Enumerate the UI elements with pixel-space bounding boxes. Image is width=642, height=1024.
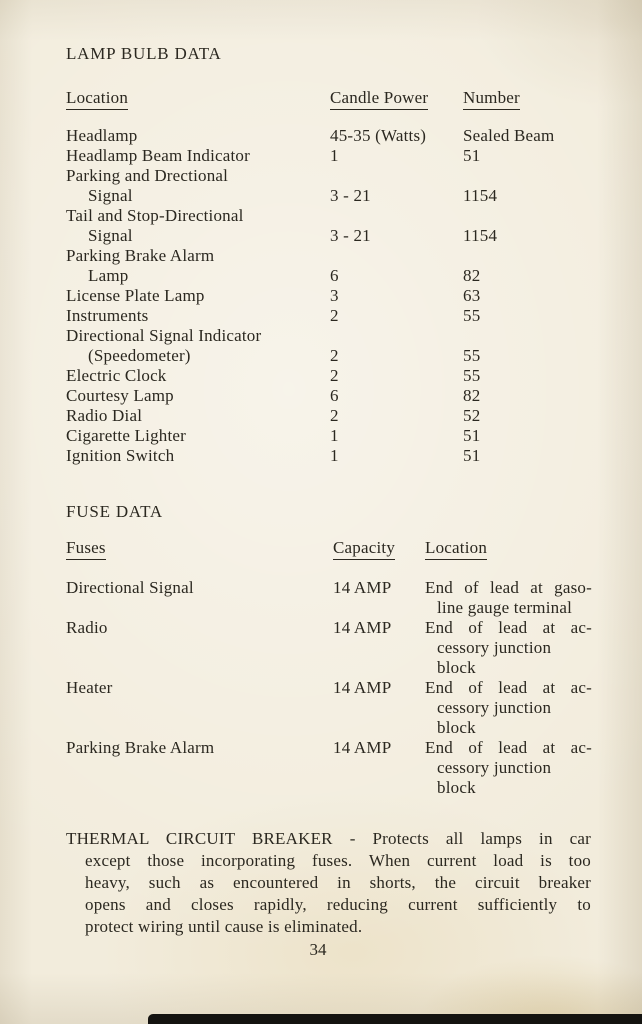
lamp-header-location: [66, 88, 330, 110]
fuse-location-cell: End of lead at gaso-: [425, 578, 592, 597]
lamp-table-row: [66, 346, 592, 366]
lamp-location-cell: Instruments: [66, 306, 149, 325]
lamp-number-cell: [463, 206, 592, 226]
fuse-location-cell: cessory junction: [437, 638, 552, 657]
fuse-table-row: [66, 778, 592, 798]
lamp-number-cell: 1154: [463, 226, 498, 245]
fuse-table-row: [66, 738, 592, 758]
fuse-capacity-cell: [333, 638, 425, 658]
lamp-table-row: [66, 386, 592, 406]
fuse-capacity-cell: [333, 598, 425, 618]
lamp-location-cell: Radio Dial: [66, 406, 143, 425]
lamp-number-cell: 51: [463, 426, 481, 445]
page-content: [66, 44, 592, 938]
lamp-candle-power-cell: 2: [330, 346, 339, 365]
fuse-table-row: [66, 718, 592, 738]
fuse-name-cell: [66, 778, 333, 798]
lamp-table-row: [66, 426, 592, 446]
lamp-table-row: [66, 366, 592, 386]
fuse-name-cell: [66, 718, 333, 738]
lamp-header-candle-power-label: Candle Power: [330, 88, 428, 110]
fuse-header-capacity-label: Capacity: [333, 538, 395, 560]
lamp-location-cell: (Speedometer): [88, 346, 191, 365]
fuse-capacity-cell: [333, 758, 425, 778]
lamp-number-cell: 51: [463, 446, 481, 465]
lamp-table-row: [66, 406, 592, 426]
fuse-location-cell: End of lead at ac-: [425, 738, 592, 757]
lamp-table-row: [66, 246, 592, 266]
lamp-location-cell: License Plate Lamp: [66, 286, 205, 305]
fuse-header-fuses: [66, 538, 333, 560]
lamp-number-cell: 1154: [463, 186, 498, 205]
lamp-number-cell: 82: [463, 386, 481, 405]
fuse-header-location-label: Location: [425, 538, 487, 560]
lamp-number-cell: 51: [463, 146, 481, 165]
lamp-candle-power-cell: 2: [330, 366, 339, 385]
lamp-table-row: [66, 186, 592, 206]
lamp-number-cell: [463, 166, 592, 186]
fuse-table-row: [66, 698, 592, 718]
fuse-table-row: [66, 758, 592, 778]
lamp-candle-power-cell: 6: [330, 386, 339, 405]
lamp-location-cell: Courtesy Lamp: [66, 386, 174, 405]
lamp-table-row: [66, 266, 592, 286]
lamp-location-cell: Ignition Switch: [66, 446, 175, 465]
fuse-location-cell: End of lead at ac-: [425, 618, 592, 637]
lamp-candle-power-cell: [330, 206, 463, 226]
lamp-table-row: [66, 166, 592, 186]
fuse-capacity-cell: [333, 718, 425, 738]
thermal-paragraph-line: THERMAL CIRCUIT BREAKER - Protects all lamps in car: [66, 829, 591, 848]
fuse-table-row: [66, 658, 592, 678]
fuse-header-location: [425, 538, 592, 560]
lamp-header-candle-power: [330, 88, 463, 110]
fuse-location-cell: block: [437, 778, 476, 797]
lamp-candle-power-cell: 3: [330, 286, 339, 305]
fuse-name-cell: [66, 598, 333, 618]
lamp-table-row: [66, 146, 592, 166]
lamp-number-cell: 55: [463, 346, 481, 365]
lamp-number-cell: 82: [463, 266, 481, 285]
lamp-candle-power-cell: 1: [330, 446, 339, 465]
fuse-name-cell: Directional Signal: [66, 578, 194, 597]
lamp-table-row: [66, 326, 592, 346]
lamp-location-cell: Tail and Stop-Directional: [66, 206, 244, 225]
thermal-circuit-breaker-paragraph: [66, 828, 591, 938]
lamp-location-cell: Directional Signal Indicator: [66, 326, 262, 345]
lamp-candle-power-cell: [330, 326, 463, 346]
lamp-candle-power-cell: 2: [330, 306, 339, 325]
lamp-number-cell: 52: [463, 406, 481, 425]
fuse-capacity-cell: [333, 698, 425, 718]
lamp-number-cell: 55: [463, 366, 481, 385]
fuse-location-cell: End of lead at ac-: [425, 678, 592, 697]
fuse-location-cell: block: [437, 658, 476, 677]
lamp-number-cell: 55: [463, 306, 481, 325]
fuse-table-row: [66, 618, 592, 638]
fuse-location-cell: line gauge terminal: [437, 598, 573, 617]
fuse-table-header: [66, 538, 592, 558]
lamp-header-number: [463, 88, 592, 110]
page-number: 34: [309, 940, 327, 959]
fuse-name-cell: Heater: [66, 678, 113, 697]
lamp-location-cell: Signal: [88, 186, 133, 205]
lamp-location-cell: Parking Brake Alarm: [66, 246, 215, 265]
fuse-table-rows: [66, 578, 592, 798]
fuse-capacity-cell: 14 AMP: [333, 618, 392, 637]
fuse-location-cell: cessory junction: [437, 758, 552, 777]
lamp-candle-power-cell: [330, 166, 463, 186]
fuse-capacity-cell: 14 AMP: [333, 578, 392, 597]
lamp-location-cell: Headlamp: [66, 126, 138, 145]
lamp-candle-power-cell: [330, 246, 463, 266]
lamp-candle-power-cell: 2: [330, 406, 339, 425]
lamp-table-row: [66, 206, 592, 226]
fuse-name-cell: [66, 658, 333, 678]
lamp-location-cell: Parking and Drectional: [66, 166, 229, 185]
lamp-bulb-section-title: LAMP BULB DATA: [66, 44, 222, 63]
fuse-name-cell: [66, 638, 333, 658]
fuse-location-cell: block: [437, 718, 476, 737]
fuse-capacity-cell: [333, 778, 425, 798]
lamp-table-row: [66, 226, 592, 246]
scan-edge-artifact: [148, 1014, 642, 1024]
fuse-capacity-cell: [333, 658, 425, 678]
fuse-table-row: [66, 638, 592, 658]
lamp-candle-power-cell: 45-35 (Watts): [330, 126, 427, 145]
thermal-paragraph-line: except those incorporating fuses. When current load is too: [85, 851, 591, 870]
thermal-paragraph-line: opens and closes rapidly, reducing current sufficiently to: [85, 895, 591, 914]
fuse-name-cell: Parking Brake Alarm: [66, 738, 215, 757]
lamp-header-number-label: Number: [463, 88, 520, 110]
lamp-table-rows: [66, 126, 592, 466]
lamp-table-row: [66, 446, 592, 466]
lamp-location-cell: Lamp: [88, 266, 129, 285]
lamp-location-cell: Cigarette Lighter: [66, 426, 186, 445]
fuse-name-cell: [66, 698, 333, 718]
fuse-location-cell: cessory junction: [437, 698, 552, 717]
fuse-data-section-title: FUSE DATA: [66, 502, 163, 521]
lamp-candle-power-cell: 1: [330, 146, 339, 165]
lamp-number-cell: Sealed Beam: [463, 126, 555, 145]
fuse-capacity-cell: 14 AMP: [333, 678, 392, 697]
lamp-candle-power-cell: 6: [330, 266, 339, 285]
fuse-table-row: [66, 578, 592, 598]
fuse-header-fuses-label: Fuses: [66, 538, 106, 560]
lamp-candle-power-cell: 1: [330, 426, 339, 445]
lamp-header-location-label: Location: [66, 88, 128, 110]
lamp-number-cell: 63: [463, 286, 481, 305]
lamp-number-cell: [463, 326, 592, 346]
lamp-location-cell: Headlamp Beam Indicator: [66, 146, 250, 165]
fuse-name-cell: [66, 758, 333, 778]
lamp-location-cell: Signal: [88, 226, 133, 245]
lamp-table-row: [66, 286, 592, 306]
lamp-number-cell: [463, 246, 592, 266]
fuse-name-cell: Radio: [66, 618, 108, 637]
lamp-location-cell: Electric Clock: [66, 366, 167, 385]
fuse-table-row: [66, 678, 592, 698]
fuse-capacity-cell: 14 AMP: [333, 738, 392, 757]
fuse-header-capacity: [333, 538, 425, 560]
lamp-table-row: [66, 306, 592, 326]
thermal-paragraph-line: heavy, such as encountered in shorts, the circuit breaker: [85, 873, 591, 892]
lamp-candle-power-cell: 3 - 21: [330, 226, 371, 245]
lamp-table-row: [66, 126, 592, 146]
lamp-table-header: [66, 88, 592, 108]
lamp-candle-power-cell: 3 - 21: [330, 186, 371, 205]
fuse-table-row: [66, 598, 592, 618]
thermal-paragraph-line: protect wiring until cause is eliminated.: [85, 917, 363, 936]
